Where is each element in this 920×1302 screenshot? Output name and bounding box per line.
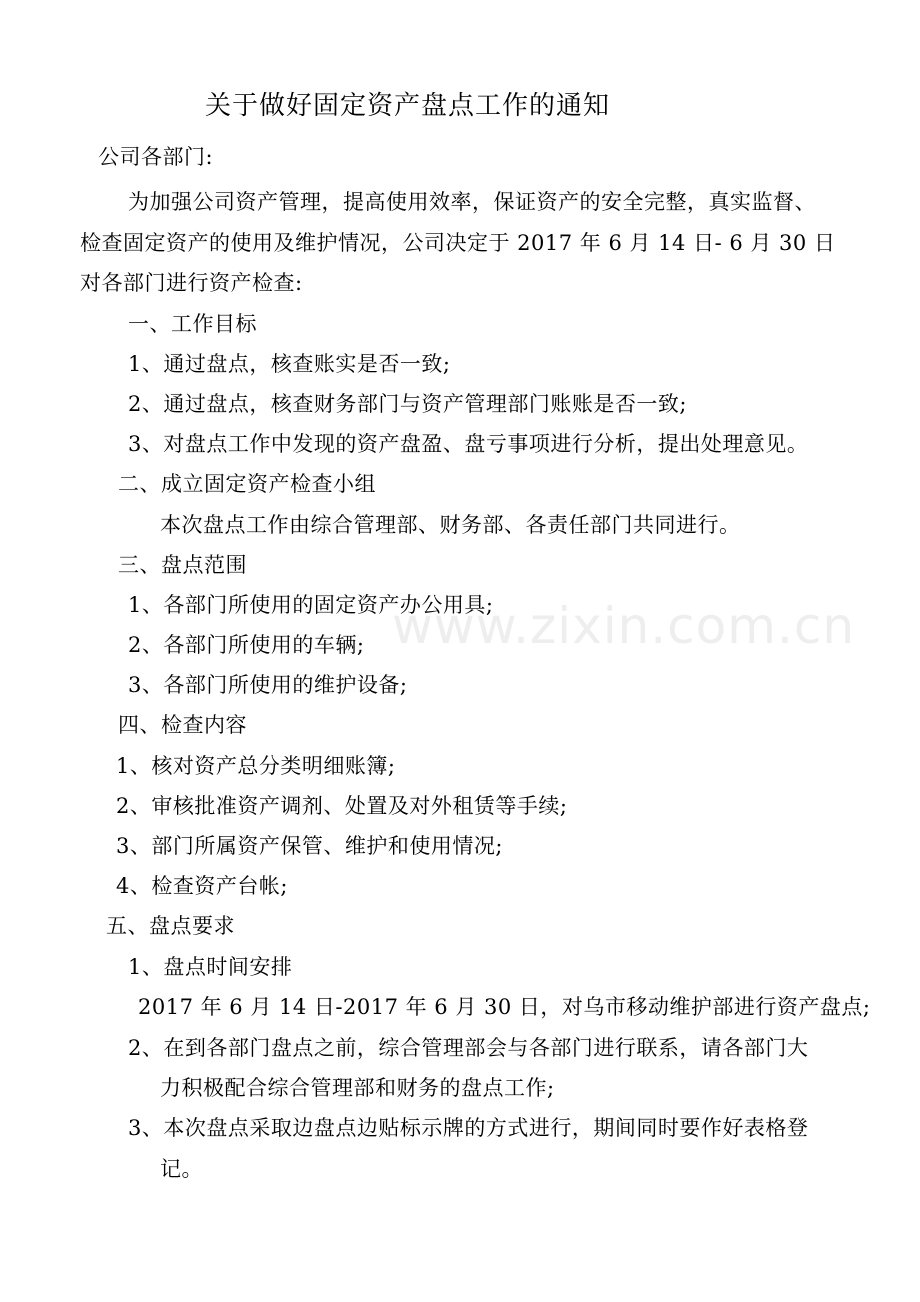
content-item-2: 2、审核批准资产调剂、处置及对外租赁等手续; [116,794,568,818]
scope-item-2: 2、各部门所使用的车辆; [128,633,365,657]
requirement-item-1-title: 1、盘点时间安排 [128,955,293,979]
intro-line-3: 对各部门进行资产检查: [80,271,303,295]
content-item-1: 1、核对资产总分类明细账簿; [116,754,396,778]
document-title: 关于做好固定资产盘点工作的通知 [205,91,611,121]
scope-item-3: 3、各部门所使用的维护设备; [128,673,408,697]
goal-item-3: 3、对盘点工作中发现的资产盘盈、盘亏事项进行分析，提出处理意见。 [128,432,809,456]
section-heading-requirements: 五、盘点要求 [106,914,235,938]
section-heading-goals: 一、工作目标 [128,312,257,336]
section-heading-content: 四、检查内容 [118,713,247,737]
intro-line-1: 为加强公司资产管理，提高使用效率，保证资产的安全完整，真实监督、 [128,190,816,214]
section-heading-team: 二、成立固定资产检查小组 [118,472,376,496]
scope-item-1: 1、各部门所使用的固定资产办公用具; [128,593,494,617]
requirement-item-2-line-2: 力积极配合综合管理部和财务的盘点工作; [160,1076,555,1100]
watermark: www.zixin.com.cn [392,597,856,655]
requirement-item-1-text: 2017 年 6 月 14 日-2017 年 6 月 30 日，对乌市移动维护部进行资产盘点; [138,995,871,1019]
content-item-3: 3、部门所属资产保管、维护和使用情况; [116,834,503,858]
content-item-4: 4、检查资产台帐; [116,874,288,898]
team-text: 本次盘点工作由综合管理部、财务部、各责任部门共同进行。 [160,513,741,537]
goal-item-1: 1、通过盘点，核查账实是否一致; [128,352,451,376]
requirement-item-2-line-1: 2、在到各部门盘点之前，综合管理部会与各部门进行联系，请各部门大 [128,1036,809,1060]
requirement-item-3-line-1: 3、本次盘点采取边盘点边贴标示牌的方式进行，期间同时要作好表格登 [128,1116,809,1140]
section-heading-scope: 三、盘点范围 [118,553,247,577]
requirement-item-3-line-2: 记。 [160,1157,203,1181]
salutation: 公司各部门: [98,145,214,169]
goal-item-2: 2、通过盘点，核查财务部门与资产管理部门账账是否一致; [128,392,687,416]
intro-line-2: 检查固定资产的使用及维护情况，公司决定于 2017 年 6 月 14 日- 6 月 30 日 [80,231,836,255]
